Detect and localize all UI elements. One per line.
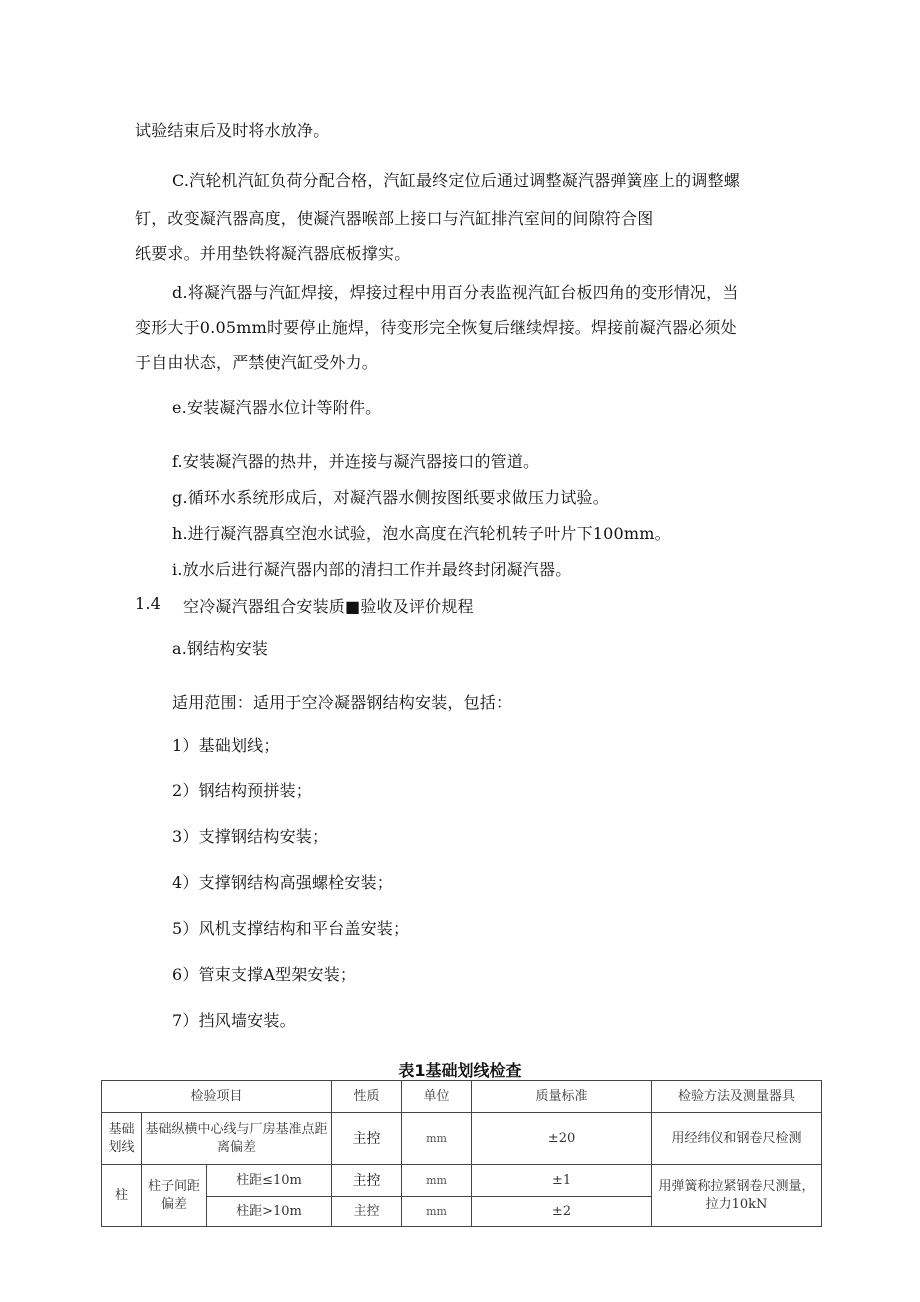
paragraph-f: f.安装凝汽器的热井，并连接与凝汽器接口的管道。: [172, 452, 540, 471]
paragraph-c-line1: C.汽轮机汽缸负荷分配合格，汽缸最终定位后通过调整凝汽器弹簧座上的调整螺: [172, 171, 740, 190]
cell-standard: ±2: [472, 1197, 652, 1227]
table-caption: 表1基础划线检查: [398, 1061, 522, 1080]
table-row: [102, 1113, 822, 1165]
paragraph-d-line3: 于自由状态，严禁使汽缸受外力。: [135, 353, 379, 372]
header-nature: 性质: [332, 1081, 402, 1113]
table-header-row: [102, 1081, 822, 1113]
paragraph-water-drain: 试验结束后及时将水放净。: [135, 121, 330, 140]
cell-nature: 主控: [332, 1165, 402, 1197]
paragraph-d-line1: d.将凝汽器与汽缸焊接，焊接过程中用百分表监视汽缸台板四角的变形情况，当: [172, 283, 739, 302]
section-number: 1.4: [135, 594, 162, 613]
cell-standard: ±20: [472, 1113, 652, 1165]
cell-unit: mm: [402, 1197, 472, 1227]
cell-method: 用经纬仪和钢卷尺检测: [652, 1113, 822, 1165]
cell-item: 基础纵横中心线与厂房基准点距离偏差: [142, 1113, 332, 1165]
list-item: 4）支撑钢结构高强螺栓安装；: [172, 873, 393, 892]
list-item: 6）管束支撑A型架安装；: [172, 965, 357, 984]
list-item: 5）风机支撑结构和平台盖安装；: [172, 919, 410, 938]
cell-subitem: 柱距>10m: [207, 1197, 332, 1227]
cell-unit: mm: [402, 1165, 472, 1197]
table-row: [102, 1165, 822, 1197]
paragraph-i: i.放水后进行凝汽器内部的清扫工作并最终封闭凝汽器。: [172, 560, 572, 579]
paragraph-h: h.进行凝汽器真空泡水试验，泡水高度在汽轮机转子叶片下100mm。: [172, 524, 671, 543]
header-item: 检验项目: [102, 1081, 332, 1113]
cell-standard: ±1: [472, 1165, 652, 1197]
cell-nature: 主控: [332, 1113, 402, 1165]
header-standard: 质量标准: [472, 1081, 652, 1113]
list-item: 3）支撑钢结构安装；: [172, 827, 329, 846]
paragraph-c-line3: 纸要求。并用垫铁将凝汽器底板撑实。: [135, 244, 411, 263]
header-unit: 单位: [402, 1081, 472, 1113]
paragraph-e: e.安装凝汽器水位计等附件。: [172, 398, 382, 417]
paragraph-d-line2: 变形大于0.05mm时要停止施焊，待变形完全恢复后继续焊接。焊接前凝汽器必须处: [135, 318, 737, 337]
cell-unit: mm: [402, 1113, 472, 1165]
list-item: 1）基础划线；: [172, 736, 280, 755]
paragraph-c-line2: 钉，改变凝汽器高度，使凝汽器喉部上接口与汽缸排汽室间的间隙符合图: [135, 209, 654, 228]
cell-subitem: 柱距≤10m: [207, 1165, 332, 1197]
list-item: 7）挡风墙安装。: [172, 1011, 296, 1030]
section-title: 空冷凝汽器组合安装质■验收及评价规程: [183, 597, 474, 616]
cell-nature: 主控: [332, 1197, 402, 1227]
inspection-table: [101, 1080, 822, 1227]
cell-item: 柱子间距偏差: [142, 1165, 207, 1227]
header-method: 检验方法及测量器具: [652, 1081, 822, 1113]
paragraph-g: g.循环水系统形成后，对凝汽器水侧按图纸要求做压力试验。: [172, 488, 609, 507]
group-foundation-marking: 基础划线: [102, 1113, 142, 1165]
scope-text: 适用范围：适用于空冷凝器钢结构安装，包括：: [172, 693, 513, 712]
subsection-a: a.钢结构安装: [172, 639, 269, 658]
group-column: 柱: [102, 1165, 142, 1227]
cell-method: 用弹簧称拉紧钢卷尺测量，拉力10kN: [652, 1165, 822, 1227]
list-item: 2）钢结构预拼装；: [172, 781, 312, 800]
